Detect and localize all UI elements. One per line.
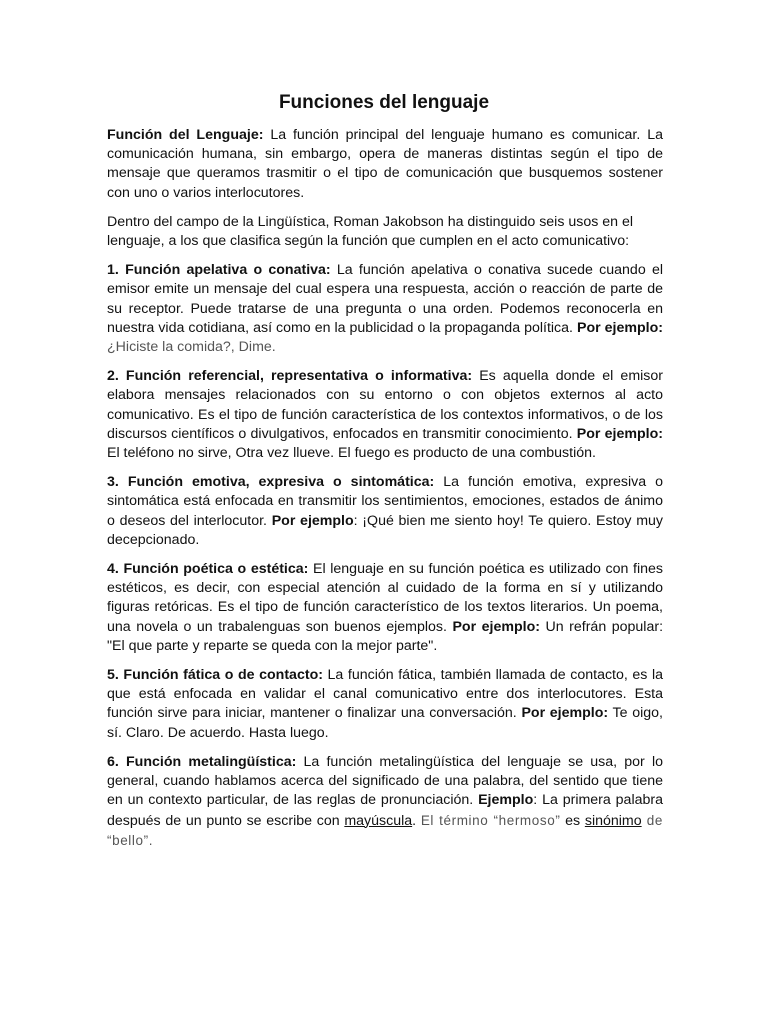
function-3-label: 3. Función emotiva, expresiva o sintomática: (107, 474, 435, 491)
intro-label: Función del Lenguaje: (107, 127, 264, 143)
document-body (107, 126, 663, 861)
function-1-label: 1. Función apelativa o conativa: (107, 262, 331, 279)
underlined-word-sinonimo: sinónimo (584, 812, 642, 829)
intro-text: La función principal del lenguaje humano es comunicar. La comunicación humana, sin embargo, opera de maneras distintas según el tipo de mensaje que queramos trasmitir o el tipo de comunicación que busquemos sostener con uno o varios interlocutores. (107, 127, 663, 201)
function-6-paragraph (107, 753, 663, 851)
function-3-paragraph (107, 473, 663, 550)
function-6-example-e: de “bello”. (107, 812, 663, 848)
function-2-text: Es aquella donde el emisor elabora mensajes relacionados con su entorno o con objetos externos al acto comunicativo. Es el tipo de función característica de los contextos informativos, o de los discursos científicos o divulgativos, enfocados en transmitir conocimiento. (107, 368, 663, 442)
function-3-example: : ¡Qué bien me siento hoy! Te quiero. Estoy muy decepcionado. (107, 512, 663, 548)
function-5-paragraph (107, 666, 663, 743)
function-5-label: 5. Función fática o de contacto: (107, 667, 323, 684)
function-1-paragraph (107, 261, 663, 357)
function-2-paragraph (107, 367, 663, 463)
intro-paragraph (107, 126, 663, 203)
function-2-label: 2. Función referencial, representativa o informativa: (107, 368, 473, 385)
function-6-example-a: : La primera palabra después de un punto se escribe con (107, 792, 663, 829)
function-4-paragraph (107, 560, 663, 656)
function-6-label: 6. Función metalingüística: (107, 753, 297, 770)
function-6-example-b: . (412, 812, 421, 829)
function-3-example-label: Por ejemplo (271, 512, 354, 529)
function-1-example: ¿Hiciste la comida?, Dime. (107, 339, 276, 356)
function-6-example-c: El término “hermoso” (420, 812, 561, 828)
jakobson-paragraph: Dentro del campo de la Lingüística, Roman Jakobson ha distinguido seis usos en el lenguaje, a los que clasifica según la función que cumplen en el acto comunicativo: (107, 213, 634, 250)
function-4-label: 4. Función poética o estética: (107, 561, 309, 578)
function-5-text: La función fática, también llamada de contacto, es la que está enfocada en validar el canal comunicativo entre dos interlocutores. Esta función sirve para iniciar, mantener o finalizar una conversación. (107, 667, 663, 722)
function-5-example-label: Por ejemplo: (521, 705, 609, 722)
function-6-text: La función metalingüística del lenguaje se usa, por lo general, cuando hablamos acerca del significado de una palabra, del sentido que tiene en un contexto particular, de las reglas de pronunciación. (107, 753, 663, 809)
function-4-text: El lenguaje en su función poética es utilizado con fines estéticos, es decir, con especial atención al cuidado de la forma en sí y utilizando figuras retóricas. Es el tipo de función característico de los textos literarios. Un poema, una novela o un trabalenguas son buenos ejemplos. (107, 561, 663, 635)
function-1-text: La función apelativa o conativa sucede cuando el emisor emite un mensaje del cual espera una respuesta, acción o reacción de parte de su receptor. Puede tratarse de una pregunta o una orden. Podemos reconocerla en nuestra vida cotidiana, así como en la publicidad o la propaganda política. (107, 262, 663, 336)
function-5-example: Te oigo, sí. Claro. De acuerdo. Hasta luego. (107, 705, 663, 741)
function-1-example-label: Por ejemplo: (577, 319, 663, 336)
function-4-example-label: Por ejemplo: (452, 618, 540, 635)
underlined-word-mayuscula: mayúscula (344, 812, 413, 829)
function-6-example-label: Ejemplo (478, 792, 534, 809)
function-6-example-d: es (560, 812, 585, 829)
function-2-example: El teléfono no sirve, Otra vez llueve. El fuego es producto de una combustión. (107, 445, 596, 462)
function-2-example-label: Por ejemplo: (576, 425, 663, 442)
function-4-example: Un refrán popular: "El que parte y reparte se queda con la mejor parte". (107, 618, 664, 654)
page-title: Funciones del lenguaje (278, 92, 490, 113)
function-3-text: La función emotiva, expresiva o sintomática está enfocada en transmitir los sentimientos, emociones, estados de ánimo o deseos del interlocutor. (107, 474, 663, 529)
